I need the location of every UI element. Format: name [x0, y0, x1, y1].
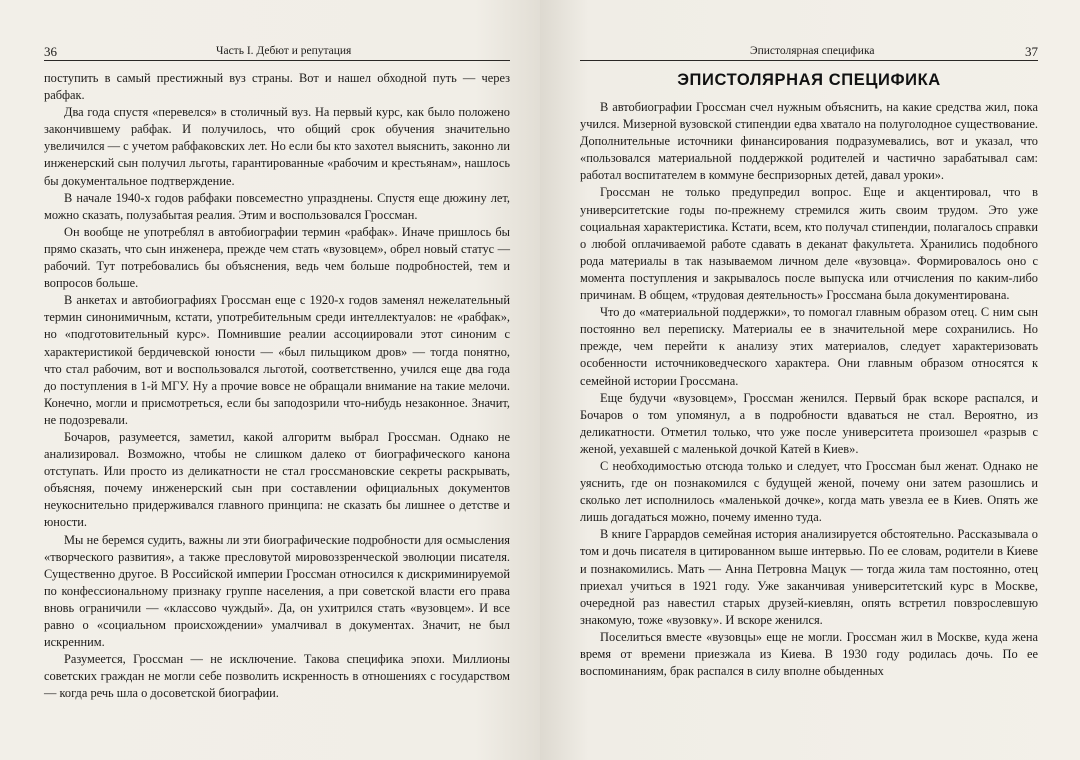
chapter-title: ЭПИСТОЛЯРНАЯ СПЕЦИФИКА	[677, 71, 941, 89]
paragraph: Еще будучи «вузовцем», Гроссман женился. Первый брак вскоре распался, и Бочаров о том упомянул, а в подробности вдаваться не стал. Вероятно, из деликатности. Отметил только, что уже после университета произошел «разрыв с женой, уехавшей с маленькой дочкой Катей в Киев».	[580, 390, 1038, 456]
page-number-right: 37	[1025, 44, 1038, 59]
running-title-right: Эпистолярная специфика	[750, 45, 875, 57]
paragraph: В анкетах и автобиографиях Гроссман еще с 1920-х годов заменял нежелательный термин синонимичным, кстати, употребительным среди интеллектуалов: не «рабфак», но «подготовительный курс». Помнившие реалии ассоциировали этот синоним с характеристикой бердичевской юности — «был пильщиком дров» — тогда понятно, что стал рабочим, вот и воспользовался льготой, соответственно, учился еще два года до поступления в 1-й МГУ. Ну а прочие вовсе не обращали внимание на такие мелочи. Конечно, могли и присмотреться, если бы заподозрили что-нибудь незаконное. Значит, не подозревали.	[44, 293, 510, 427]
paragraph: Он вообще не употреблял в автобиографии термин «рабфак». Иначе пришлось бы прямо сказать, что сын инженера, прежде чем стать «вузовцем», обрел новый статус — рабочий. Тут потребовались бы объяснения, ведь чем больше подробностей, тем и вопросов больше.	[44, 224, 510, 291]
paragraph: Что до «материальной поддержки», то помогал главным образом отец. С ним сын постоянно вел переписку. Материалы ее в значительной мере сохранились. Но прежде, чем перейти к анализу этих материалов, следует характеризовать особенности источниковедческого характера. Они главным образом относятся к семейной истории Гроссмана.	[580, 305, 1038, 388]
paragraph: В книге Гаррардов семейная история анализируется обстоятельно. Рассказывала о том и дочь писателя в цитированном выше интервью. По ее словам, родители в Киеве и познакомились. Мать — Анна Петровна Мацук — тогда жила там постоянно, отец приехал учиться в 1921 году. Уже заканчивая университетский курс в Москве, очередной раз навестил старых друзей-киевлян, опять встретил повзрослевшую знакомую, тоже «вузовку». И вскоре женился.	[580, 527, 1038, 627]
paragraph: В автобиографии Гроссман счел нужным объяснить, на какие средства жил, пока учился. Мизерной вузовской стипендии едва хватало на полуголодное существование. Дополнительные источники финансирования подразумевались, вот и указал, что «пользовался материальной поддержкой родителей и частично зарабатывал сам: работал воспитателем в коммуне беспризорных детей, давал уроки».	[580, 100, 1038, 183]
right-page-text	[580, 99, 1038, 680]
paragraph: Разумеется, Гроссман — не исключение. Такова специфика эпохи. Миллионы советских граждан не могли себе позволить искренность в отношениях с государством — когда речь шла о досоветской биографии.	[44, 652, 510, 701]
right-page	[540, 0, 1080, 760]
running-head-left	[44, 42, 510, 61]
paragraph: В начале 1940-х годов рабфаки повсеместно упразднены. Спустя еще дюжину лет, можно сказать, полузабытая реалия. Этим и воспользовался Гроссман.	[44, 190, 510, 222]
running-title-left: Часть I. Дебют и репутация	[216, 45, 352, 57]
paragraph: Мы не беремся судить, важны ли эти биографические подробности для осмысления «творческого развития», а также пресловутой мировоззренческой эволюции писателя. Существенно другое. В Российской империи Гроссман относился к дискриминируемой по конфессиональному признаку группе населения, а при советской власти его права вновь ограничили — «классово чуждый». Да, он ухитрился стать «вузовцем». И все равно о «социальном происхождении» умалчивал в документах. Значит, не был искренним.	[44, 532, 510, 650]
paragraph: Два года спустя «перевелся» в столичный вуз. На первый курс, как было положено закончившему рабфак. И получилось, что общий срок обучения значительно увеличился — с учетом рабфаковских лет. Но если бы кто захотел выяснить, законно ли инженерский сын получил льготы, гарантированные «рабочим и крестьянам», нашлось бы документальное подтверждение.	[44, 105, 510, 188]
running-head-right	[580, 42, 1038, 61]
page-number-left: 36	[44, 44, 57, 59]
paragraph: Гроссман не только предупредил вопрос. Еще и акцентировал, что в университетские годы по-прежнему стремился жить своим трудом. Это уже социальная характеристика. Кстати, всем, кто получал стипендии, полагалось справки о любой оплачиваемой работе сдавать в деканат факультета. Хранились подобного рода материалы в так называемом личном деле «вузовца». Формировалось оно с момента поступления и закрывалось после выпуска или отчисления по каким-либо причинам. В общем, «трудовая деятельность» Гроссмана была документирована.	[580, 185, 1038, 303]
left-page-text	[44, 70, 510, 702]
paragraph: С необходимостью отсюда только и следует, что Гроссман был женат. Однако не уяснить, где он познакомился с будущей женой, почему они затем разошлись и сколько лет исполнилось «маленькой дочке», когда мать увезла ее в Киев. Опять же лишь догадаться можно, почему именно туда.	[580, 458, 1038, 525]
paragraph: Поселиться вместе «вузовцы» еще не могли. Гроссман жил в Москве, куда жена время от времени приезжала из Киева. В 1930 году родилась дочь. По ее воспоминаниям, брак распался в силу вполне обыденных	[580, 629, 1038, 679]
paragraph: поступить в самый престижный вуз страны. Вот и нашел обходной путь — через рабфак.	[44, 71, 510, 103]
paragraph: Бочаров, разумеется, заметил, какой алгоритм выбрал Гроссман. Однако не анализировал. Возможно, чтобы не слишком далеко от биографического канона отступать. Или просто из деликатности не стал гроссмановские секреты раскрывать, объясняя, почему инженерский сын при составлении официальных документов неукоснительно придерживался главного принципа: не сказать бы лишнее о детстве и юности.	[44, 429, 510, 530]
